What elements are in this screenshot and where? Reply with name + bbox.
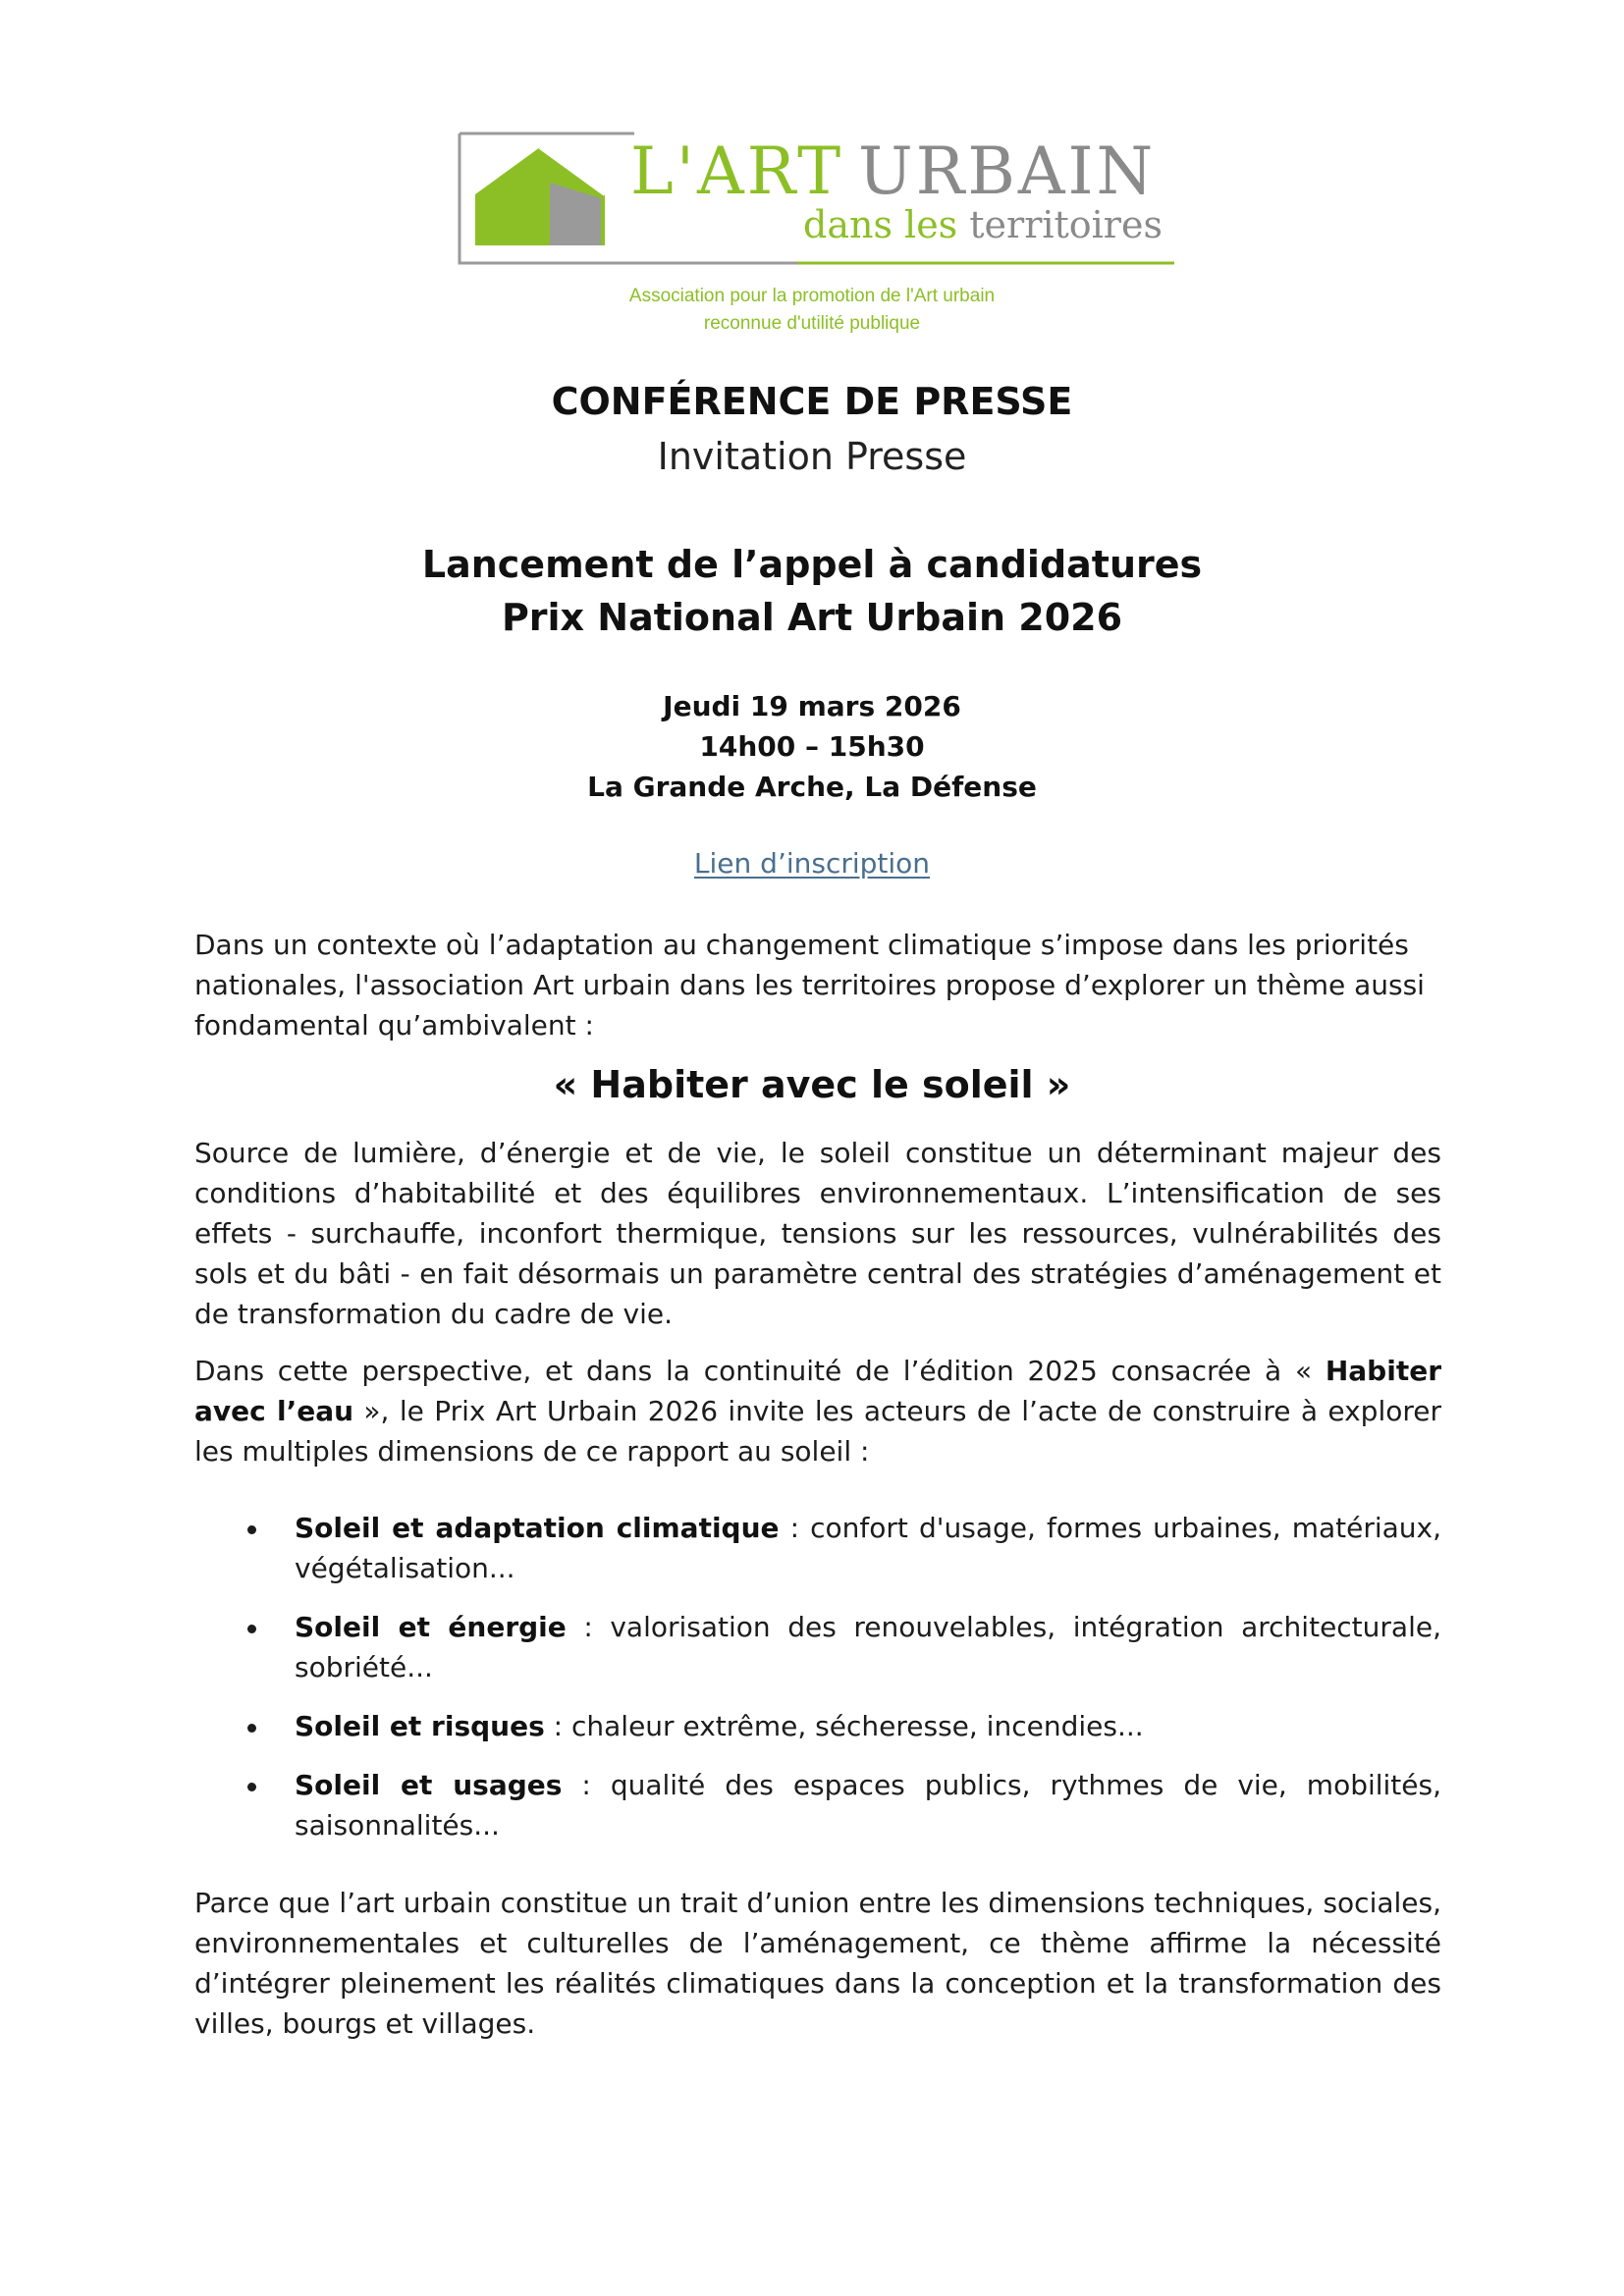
event-time: 14h00 – 15h30 <box>699 730 925 763</box>
bullet-icon <box>247 1724 256 1733</box>
association-tagline-2: reconnue d'utilité publique <box>703 313 921 334</box>
logo-subtitle <box>803 203 1163 246</box>
logo-text-art: L'ART <box>630 133 844 209</box>
logo <box>458 126 1180 267</box>
event-date: Jeudi 19 mars 2026 <box>663 690 961 722</box>
list-item <box>194 1508 1441 1588</box>
launch-heading: Lancement de l’appel à candidatures <box>421 543 1203 586</box>
perspective-paragraph <box>194 1351 1441 1471</box>
prize-heading: Prix National Art Urbain 2026 <box>501 596 1123 639</box>
perspective-text-before: Dans cette perspective, et dans la continuité de l’édition 2025 consacrée à « <box>194 1355 1326 1387</box>
intro-paragraph: Dans un contexte où l’adaptation au changement climatique s’impose dans les priorités nationales, l'association Art urbain dans les territoires propose d’explorer un thème aussi fondamental qu’ambivalent : <box>194 929 1425 1041</box>
source-paragraph: Source de lumière, d’énergie et de vie, le soleil constitue un déterminant majeur des conditions d’habitabilité et des équilibres environnementaux. L’intensification de ses effets - surchauffe, inconfort thermique, tensions sur les ressources, vulnérabilités des sols et du bâti - en fait désormais un paramètre central des stratégies d’aménagement et de transformation du cadre de vie. <box>194 1137 1441 1330</box>
bullet-text: : qualité des espaces publics, rythmes de vie, mobilités, saisonnalités... <box>295 1769 1442 1842</box>
list-item <box>194 1765 1441 1845</box>
bullet-icon <box>247 1625 256 1633</box>
bullet-title: Soleil et énergie <box>295 1611 567 1643</box>
bullet-icon <box>247 1525 256 1534</box>
bullet-text: : confort d'usage, formes urbaines, matériaux, végétalisation... <box>295 1512 1441 1584</box>
bullet-icon <box>247 1783 256 1791</box>
document-title: CONFÉRENCE DE PRESSE <box>551 380 1073 423</box>
bullet-text: : valorisation des renouvelables, intégration architecturale, sobriété... <box>295 1611 1441 1683</box>
list-item <box>194 1607 1441 1687</box>
list-item <box>194 1706 1441 1746</box>
logo-subtitle-green: dans les <box>803 203 970 246</box>
closing-paragraph: Parce que l’art urbain constitue un trait d’union entre les dimensions techniques, sociales, environnementales et culturelles de l’aménagement, ce thème affirme la nécessité d’intégrer pleinement les réalités climatiques dans la conception et la transformation des villes, bourgs et villages. <box>194 1887 1441 2040</box>
event-place: La Grande Arche, La Défense <box>587 771 1037 803</box>
registration-link-wrapper <box>0 847 1624 880</box>
logo-subtitle-grey: territoires <box>969 203 1163 246</box>
perspective-text-after: », le Prix Art Urbain 2026 invite les acteurs de l’acte de construire à explorer les multiples dimensions de ce rapport au soleil : <box>194 1395 1441 1468</box>
bullet-title: Soleil et adaptation climatique <box>295 1512 780 1544</box>
perspective-bold-theme: Habiter avec l’eau <box>194 1355 1441 1427</box>
logo-text-urbain: URBAIN <box>858 133 1157 209</box>
registration-link[interactable]: Lien d’inscription <box>693 847 931 880</box>
theme-heading: « Habiter avec le soleil » <box>553 1063 1071 1106</box>
theme-bullet-list <box>194 1508 1441 1864</box>
document-subtitle: Invitation Presse <box>657 435 967 478</box>
bullet-title: Soleil et usages <box>295 1769 563 1801</box>
bullet-text: : chaleur extrême, sécheresse, incendies... <box>544 1710 1144 1742</box>
bullet-title: Soleil et risques <box>295 1710 545 1742</box>
association-tagline-1: Association pour la promotion de l'Art urbain <box>628 286 996 306</box>
